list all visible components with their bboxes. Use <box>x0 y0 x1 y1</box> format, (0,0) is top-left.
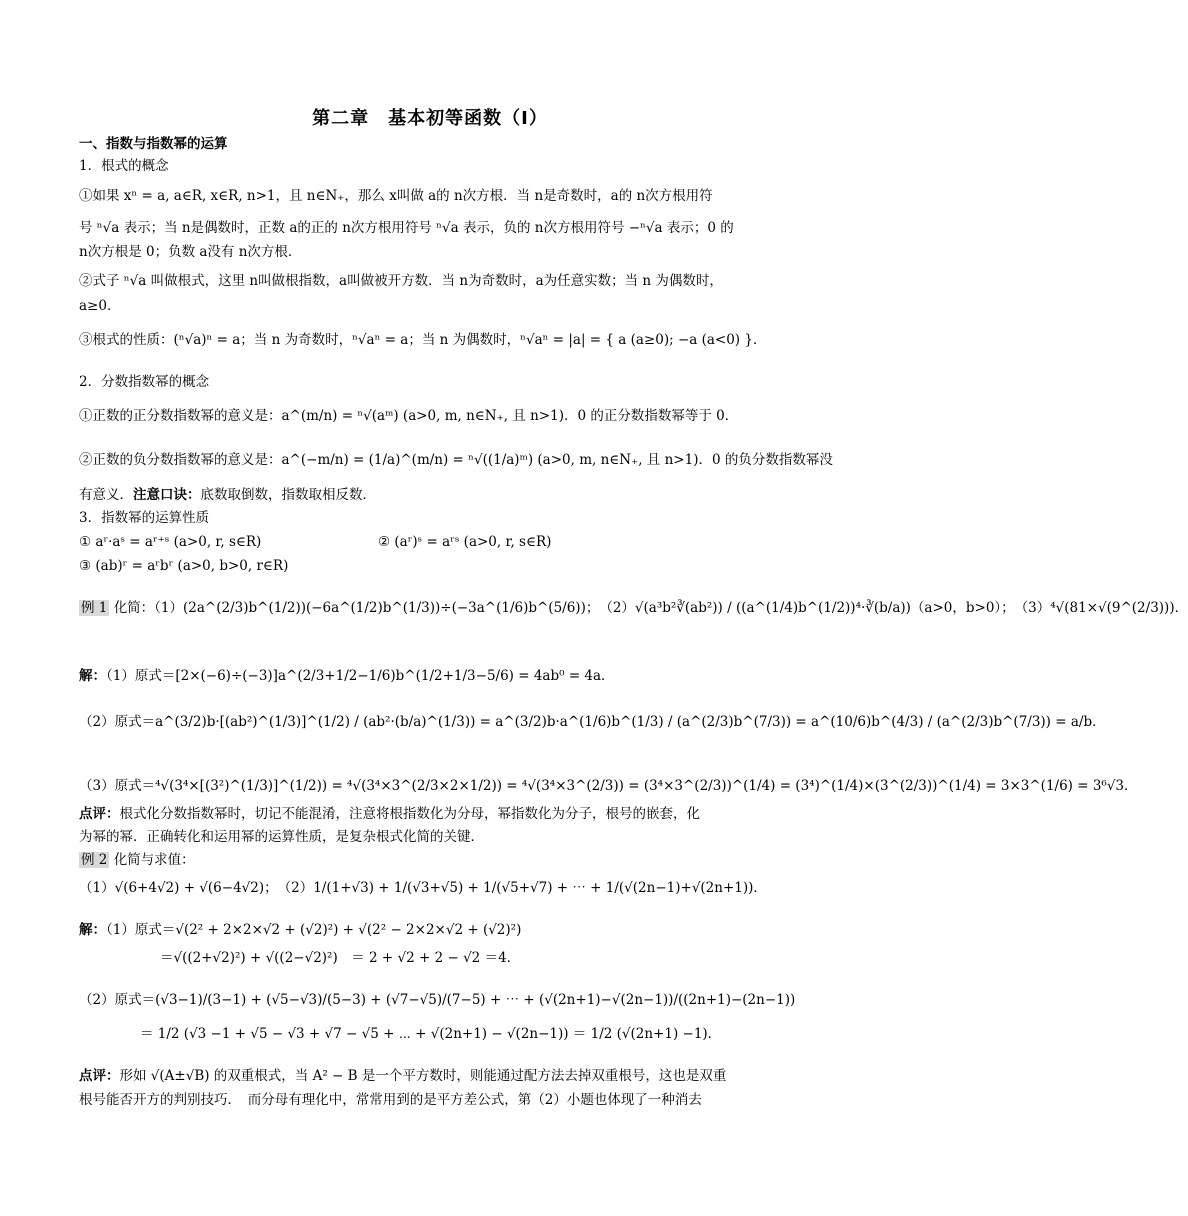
example-label: 例 2 <box>81 852 108 868</box>
solution-line: （3）原式＝⁴√(3⁴×[(3²)^(1/3)]^(1/2)) = ⁴√(3⁴×3^(2/3×2×1/2)) = ⁴√(3⁴×3^(2/3)) = (3⁴×3^(2/3))^(1/4) = (3⁴)^(1/4)×(3^(2/3))^(1/4) = 3×3^(1/6) = 3⁶√3． <box>79 778 1138 794</box>
paragraph-line: 号 ⁿ√a 表示；当 n是偶数时，正数 a的正的 n次方根用符号 ⁿ√a 表示，负的 n次方根用符号 −ⁿ√a 表示；0 的 <box>79 220 734 236</box>
paragraph-line: ③根式的性质：(ⁿ√a)ⁿ = a；当 n 为奇数时，ⁿ√aⁿ = a；当 n 为偶数时，ⁿ√aⁿ = |a| = { a (a≥0); −a (a<0) }． <box>79 332 767 348</box>
solution-line: ＝ 1/2 (√3 −1 + √5 − √3 + √7 − √5 + ⋯ + √(2n+1) − √(2n−1)) ＝ 1/2 (√(2n+1) −1)． <box>140 1026 722 1042</box>
chapter-title: 第二章 基本初等函数（Ⅰ） <box>312 108 548 129</box>
paragraph-line: a≥0． <box>79 298 121 314</box>
note-label: 点评： <box>79 806 120 822</box>
text-fragment: 底数取倒数，指数取相反数． <box>200 487 376 503</box>
note-line <box>79 804 700 824</box>
subsection-heading: 3．指数幂的运算性质 <box>79 510 210 526</box>
section-heading: 一、指数与指数幂的运算 <box>79 136 228 152</box>
formula-line: ③ (ab)ʳ = aʳbʳ (a>0, b>0, r∈R) <box>79 558 289 574</box>
example-label: 例 1 <box>81 600 108 616</box>
paragraph-line: ②正数的负分数指数幂的意义是：a^(−m/n) = (1/a)^(m/n) = ⁿ√((1/a)ᵐ) (a>0, m, n∈N₊, 且 n>1)．0 的负分数指数幂没 <box>79 452 833 468</box>
example-text: 化简：（1）(2a^(2/3)b^(1/2))(−6a^(1/2)b^(1/3))÷(−3a^(1/6)b^(5/6))； （2）√(a³b²∛(ab²)) / ((a^(1/4)b^(1/2))⁴·∛(b/a))（a>0，b>0）； （3）⁴√(81×√(9^(2/3)))． <box>113 600 1188 616</box>
formula-line: ① aʳ·aˢ = aʳ⁺ˢ (a>0, r, s∈R) <box>79 534 262 550</box>
paragraph-line: ②式子 ⁿ√a 叫做根式，这里 n叫做根指数，a叫做被开方数．当 n为奇数时，a为任意实数；当 n 为偶数时， <box>79 273 723 289</box>
emphasis-text: 注意口诀： <box>133 487 201 503</box>
paragraph-line <box>79 485 376 505</box>
solution-label: 解： <box>79 922 106 938</box>
note-text: 根式化分数指数幂时，切记不能混淆，注意将根指数化为分母，幂指数化为分子，根号的嵌套，化 <box>119 806 700 822</box>
solution-line <box>79 920 521 940</box>
note-label: 点评： <box>79 1068 120 1084</box>
example-line <box>79 850 195 870</box>
text-fragment: 有意义． <box>79 487 133 503</box>
example-title: 化简与求值： <box>113 852 195 868</box>
note-text: 形如 √(A±√B) 的双重根式，当 A² − B 是一个平方数时，则能通过配方法去掉双重根号，这也是双重 <box>119 1068 727 1084</box>
subsection-heading: 2．分数指数幂的概念 <box>79 374 210 390</box>
solution-text: （1）原式＝√(2² + 2×2×√2 + (√2)²) + √(2² − 2×2×√2 + (√2)²) <box>106 922 522 938</box>
formula-line: ② (aʳ)ˢ = aʳˢ (a>0, r, s∈R) <box>378 534 552 550</box>
solution-label: 解： <box>79 668 106 684</box>
solution-text: （1）原式＝[2×(−6)÷(−3)]a^(2/3+1/2−1/6)b^(1/2+1/3−5/6) = 4ab⁰ = 4a． <box>106 668 615 684</box>
note-line <box>79 1066 726 1086</box>
solution-line <box>79 666 615 686</box>
paragraph-line: ①正数的正分数指数幂的意义是：a^(m/n) = ⁿ√(aᵐ) (a>0, m, n∈N₊, 且 n>1)．0 的正分数指数幂等于 0． <box>79 408 739 424</box>
solution-line: （2）原式＝a^(3/2)b·[(ab²)^(1/3)]^(1/2) / (ab²·(b/a)^(1/3)) = a^(3/2)b·a^(1/6)b^(1/3) / (a^(2/3)b^(7/3)) = a^(10/6)b^(4/3) / (a^(2/3)b^(7/3)) = a/b． <box>79 714 1106 730</box>
note-line: 根号能否开方的判别技巧． 而分母有理化中，常常用到的是平方差公式，第（2）小题也体现了一种消去 <box>79 1092 702 1108</box>
example-text: （1）√(6+4√2) + √(6−4√2)； （2）1/(1+√3) + 1/(√3+√5) + 1/(√5+√7) + ⋯ + 1/(√(2n−1)+√(2n+1))． <box>79 880 767 896</box>
example-line <box>79 598 1188 618</box>
paragraph-line: n次方根是 0；负数 a没有 n次方根． <box>79 244 302 260</box>
solution-line: ＝√((2+√2)²) + √((2−√2)²) ＝ 2 + √2 + 2 − √2 ＝4． <box>160 950 521 966</box>
note-line: 为幂的幂．正确转化和运用幂的运算性质，是复杂根式化简的关键． <box>79 829 484 845</box>
subsection-heading: 1．根式的概念 <box>79 158 169 174</box>
paragraph-line: ①如果 xⁿ = a, a∈R, x∈R, n>1，且 n∈N₊，那么 x叫做 a的 n次方根．当 n是奇数时，a的 n次方根用符 <box>79 188 713 204</box>
solution-line: （2）原式＝(√3−1)/(3−1) + (√5−√3)/(5−3) + (√7−√5)/(7−5) + ⋯ + (√(2n+1)−√(2n−1))/((2n+1)−(2n−1)) <box>79 992 796 1008</box>
